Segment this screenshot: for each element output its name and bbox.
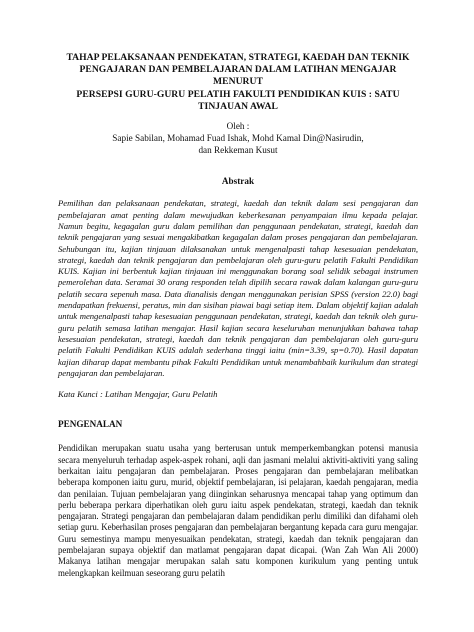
authors-line: Sapie Sabilan, Mohamad Fuad Ishak, Mohd Kamal Din@Nasirudin, xyxy=(112,132,364,143)
title-line: PENGAJARAN DAN PEMBELAJARAN DALAM LATIHAN MENGAJAR MENURUT xyxy=(79,64,397,88)
title-line: TINJAUAN AWAL xyxy=(198,100,278,112)
section-heading: PENGENALAN xyxy=(58,419,123,430)
authors-label: Oleh : xyxy=(226,121,250,132)
section-body-text: Pendidikan merupakan suatu usaha yang berterusan untuk memperkembangkan potensi manusia secara menyeluruh terhadap aspek-aspek rohani, aqli dan jasmani melalui aktiviti-aktiviti yang saling berkaitan iaitu pengajaran dan pembelajaran. Proses pengajaran dan pembelajaran melibatkan beberapa komponen iaitu guru, murid, objektif pembelajaran, isi pelajaran, kaedah pengajaran, media dan penilaian. Tujuan pembelajaran yang diinginkan seharusnya mencapai tahap yang optimum dan perlu beberapa perkara diperhatikan oleh guru iaitu aspek pendekatan, strategi, kaedah dan teknik pengajaran. Strategi pengajaran dan pembelajaran dalam pendidikan perlu dimiliki dan difahami oleh setiap guru. Keberhasilan proses pengajaran dan pembelajaran bergantung kepada cara guru mengajar. Guru semestinya mampu menyesuaikan pendekatan, strategi, kaedah dan teknik pengajaran dan pembelajaran supaya objektif dan matlamat pengajaran dapat dicapai. (Wan Zah Wan Ali 2000) Makanya latihan mengajar merupakan salah satu komponen kurikulum yang penting untuk melengkapkan keilmuan seseorang guru pelatih xyxy=(58,443,418,578)
authors-block xyxy=(58,121,418,156)
keywords: Kata Kunci : Latihan Mengajar, Guru Pelatih xyxy=(58,389,218,400)
title-line: PERSEPSI GURU-GURU PELATIH FAKULTI PENDIDIKAN KUIS : SATU xyxy=(76,88,400,100)
paper-title xyxy=(58,52,418,113)
abstract-text: Pemilihan dan pelaksanaan pendekatan, strategi, kaedah dan teknik dalam sesi pengajaran dan pembelajaran amat penting dalam mewujudkan keberkesanan penyampaian ilmu kepada pelajar. Namun begitu, kegagalan guru dalam pemilihan dan penggunaan pendekatan, strategi, kaedah dan teknik pengajaran yang sesuai mengakibatkan kegagalan dalam proses pengajaran dan pembelajaran. Sehubungan itu, kajian tinjauan dilaksanakan untuk mengenalpasti tahap kesesuaian pendekatan, strategi, kaedah dan teknik pengajaran dan pembelajaran oleh guru-guru pelatih Fakulti Pendidikan KUIS. Kajian ini berbentuk kajian tinjauan ini menggunakan borang soal selidik sebagai instrumen pemerolehan data. Seramai 30 orang responden telah dipilih secara rawak dalam kalangan guru-guru pelatih secara sepenuh masa. Data dianalisis dengan menggunakan perisian SPSS (version 22.0) bagi mendapatkan frekuensi, peratus, min dan sisihan piawai bagi setiap item. Dalam objektif kajian adalah untuk mengenalpasti tahap kesesuaian penggunaan pendekatan, strategi, kaedah dan teknik oleh guru-guru pelatih semasa latihan mengajar. Hasil kajian secara keseluruhan menunjukkan bahawa tahap kesesuaian pendekatan, strategi, kaedah dan teknik pengajaran dan pembelajaran oleh guru-guru pelatih Fakulti Pendidikan KUIS adalah sederhana tinggi iaitu (min=3.39, sp=0.70). Hasil dapatan kajian diharap dapat membantu pihak Fakulti Pendidikan untuk menambahbaik kurikulum dan strategi pengajaran dan pembelajaran. xyxy=(58,198,418,378)
title-line: TAHAP PELAKSANAAN PENDEKATAN, STRATEGI, KAEDAH DAN TEKNIK xyxy=(66,52,410,63)
authors-line: dan Rekkeman Kusut xyxy=(198,144,278,155)
abstract-heading: Abstrak xyxy=(221,176,255,187)
